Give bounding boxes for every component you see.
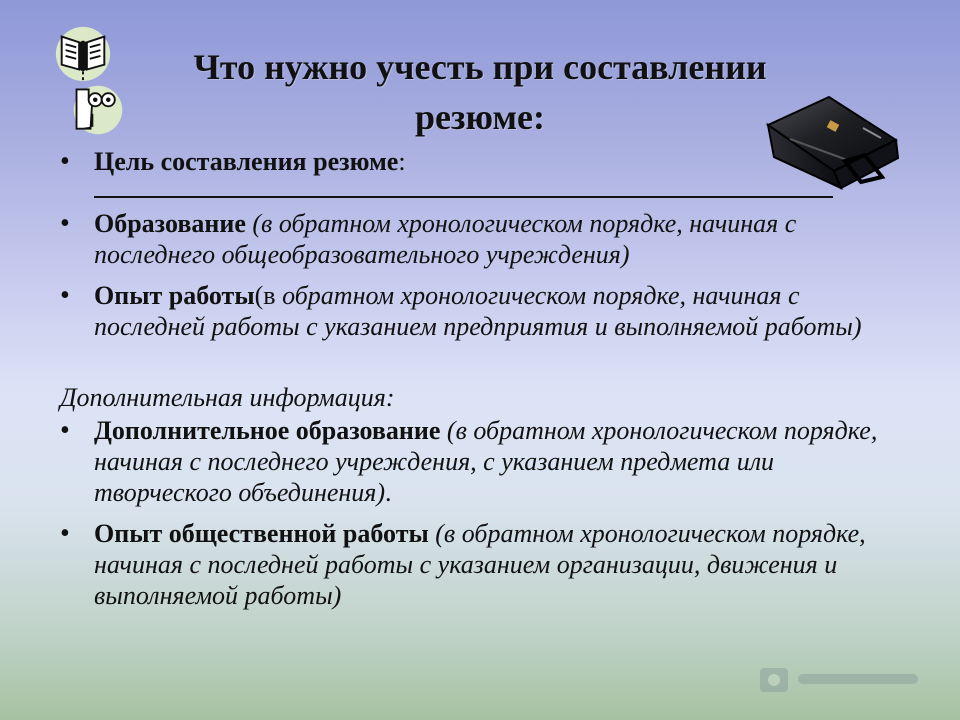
list-item [60,280,910,342]
face-icon [70,82,126,138]
public-work-label: Опыт общественной работы [94,519,429,548]
answer-line [94,174,833,198]
additional-education-label: Дополнительное образование [94,416,441,445]
slide-title [130,42,830,142]
additional-info-heading: Дополнительная информация: [60,383,395,412]
spacer [60,508,910,518]
spacer [60,270,910,280]
spacer [60,342,910,382]
list-item [60,146,910,198]
work-experience-label: Опыт работы [94,281,255,310]
additional-education-suffix: . [385,478,392,507]
education-detail: (в обратном хронологическом порядке, начиная с последнего общеобразовательного учреждения) [94,209,797,269]
slide-title-text: Что нужно учесть при составлении резюме: [193,47,767,137]
book-icon [52,23,114,85]
work-experience-detail: обратном хронологическом порядке, начиная с последней работы с указанием предприятия и выполняемой работы) [94,281,862,341]
additional-education-detail: (в обратном хронологическом порядке, начиная с последнего учреждения, с указанием предмета или творческого объединения) [94,416,878,507]
education-label: Образование [94,209,246,238]
watermark-icon [760,660,940,700]
list-item [60,518,910,611]
resume-goal-label: Цель составления резюме [94,147,399,176]
public-work-detail: (в обратном хронологическом порядке, начиная с последней работы с указанием организации, движения и выполняемой работы) [94,519,866,610]
list-item [60,415,910,508]
list-item [60,208,910,270]
slide-content [60,146,910,611]
work-experience-prefix: (в [254,281,283,310]
resume-goal-suffix: : [398,147,406,176]
